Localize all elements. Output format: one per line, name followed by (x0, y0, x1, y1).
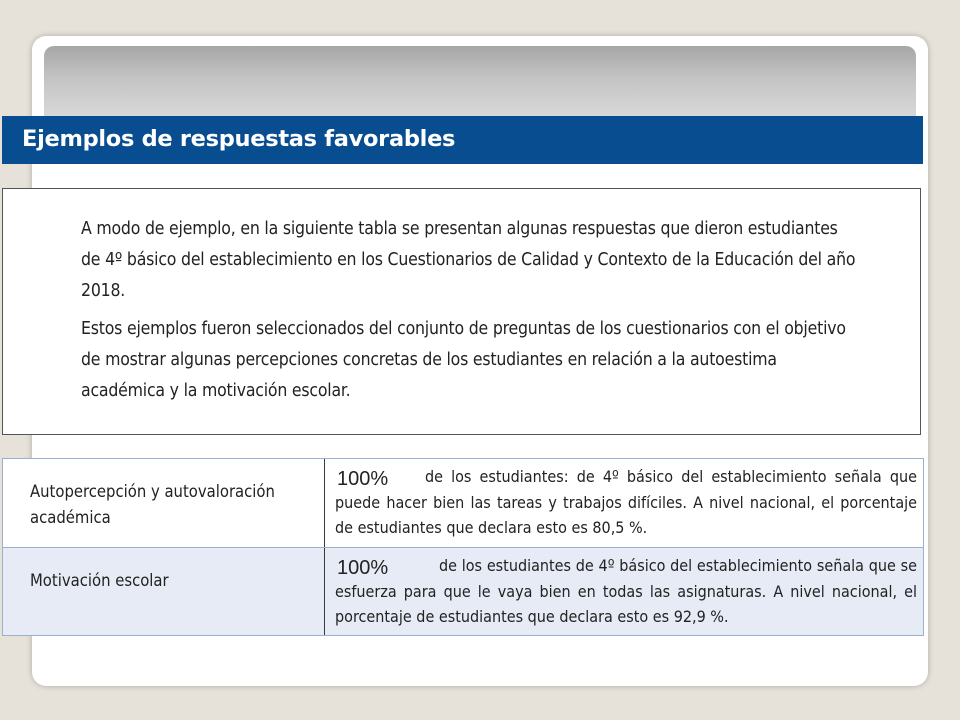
value-cell (325, 548, 923, 635)
slide-header-gradient (44, 46, 916, 118)
intro-paragraph-2: Estos ejemplos fueron seleccionados del conjunto de preguntas de los cuestionarios con el objetivo de mostrar algunas percepciones concretas de los estudiantes en relación a la autoestima académica y la motivación escolar. (81, 319, 846, 401)
clipped-page-number-fragment (922, 184, 930, 208)
value-cell (325, 459, 923, 547)
description-text (335, 553, 917, 630)
description-content: de los estudiantes: de 4º básico del establecimiento señala que puede hacer bien las tareas y trabajos difíciles. A nivel nacional, el porcentaje de estudiantes que declara esto es 80,5 %. (335, 467, 917, 537)
description-text (335, 464, 917, 541)
percentage-value: 100% (337, 557, 389, 579)
percentage-value: 100% (337, 468, 389, 490)
section-title-band (2, 116, 923, 164)
responses-table (2, 458, 924, 636)
category-cell (3, 548, 325, 635)
table-row (3, 548, 923, 635)
category-label: Autopercepción y autovaloración académica (30, 482, 275, 527)
category-cell (3, 459, 325, 547)
intro-paragraph-1: A modo de ejemplo, en la siguiente tabla se presentan algunas respuestas que dieron estudiantes de 4º básico del establecimiento en los Cuestionarios de Calidad y Contexto de la Educación del año 2018. (81, 219, 856, 301)
category-label: Motivación escolar (30, 571, 169, 590)
intro-text-box (2, 188, 921, 435)
description-content: de los estudiantes de 4º básico del establecimiento señala que se esfuerza para que le vaya bien en todas las asignaturas. A nivel nacional, el porcentaje de estudiantes que declara esto es 92,9 %. (335, 556, 917, 626)
table-row (3, 459, 923, 548)
section-title: Ejemplos de respuestas favorables (22, 126, 456, 152)
